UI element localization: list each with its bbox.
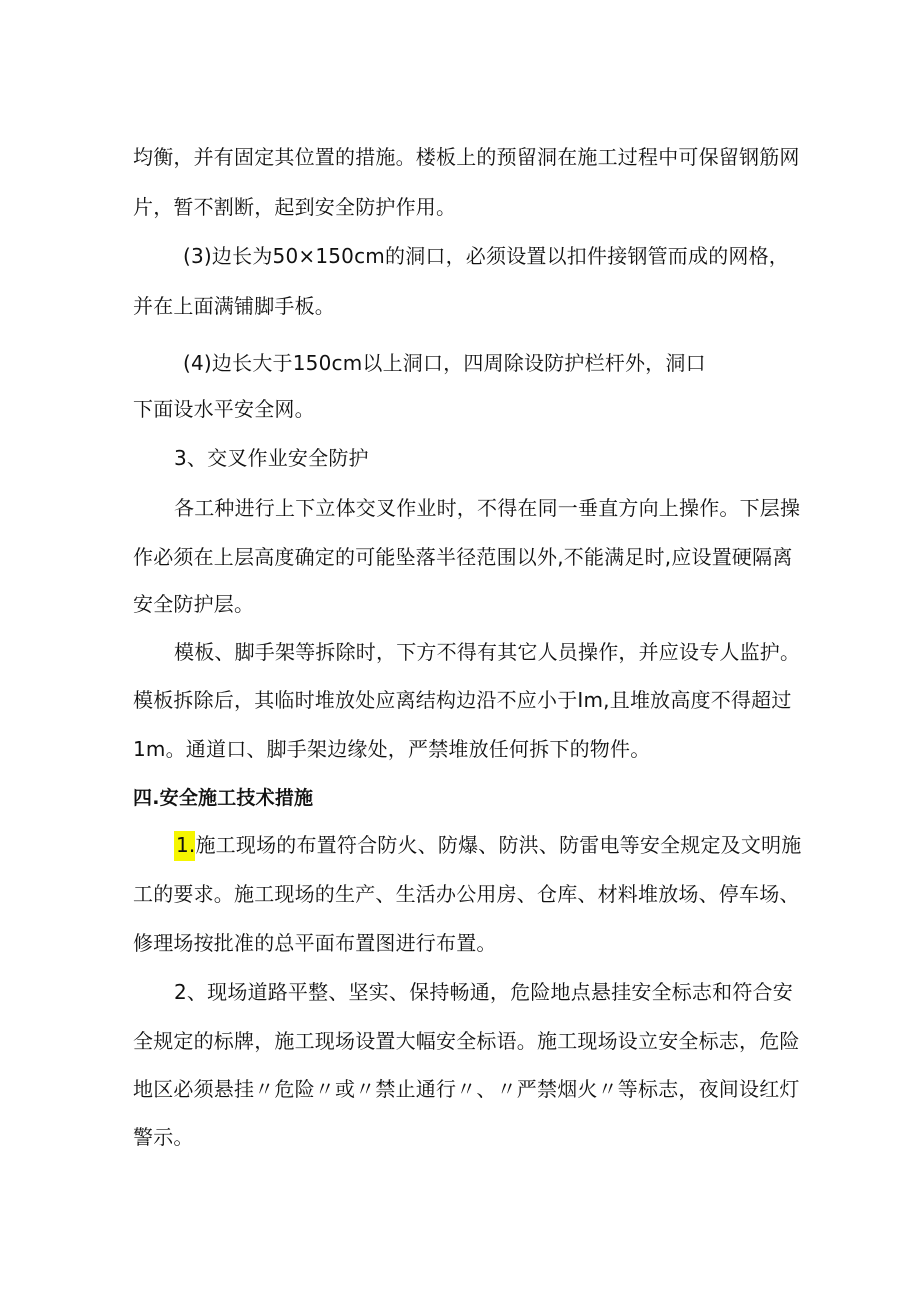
text-line: (3)边长为50×150cm的洞口，必须设置以扣件接钢管而成的网格， [183, 244, 789, 268]
text-line: 下面设水平安全网。 [133, 397, 315, 421]
text-line: 均衡，并有固定其位置的措施。楼板上的预留洞在施工过程中可保留钢筋网 [133, 145, 800, 169]
text-line [174, 831, 801, 859]
text-line: 模板拆除后，其临时堆放处应离结构边沿不应小于Im,且堆放高度不得超过 [133, 688, 792, 712]
text-line: 全规定的标牌，施工现场设置大幅安全标语。施工现场设立安全标志，危险 [133, 1029, 800, 1053]
section-heading: 四.安全施工技术措施 [133, 787, 314, 809]
highlighted-number: 1. [174, 831, 195, 861]
text-line: 模板、脚手架等拆除时，下方不得有其它人员操作，并应设专人监护。 [174, 640, 801, 664]
text-line: 警示。 [133, 1125, 194, 1149]
text-line: 片，暂不割断，起到安全防护作用。 [133, 195, 457, 219]
section-heading: 3、交叉作业安全防护 [174, 446, 369, 470]
text-line: 地区必须悬挂〃危险〃或〃禁止通行〃、〃严禁烟火〃等标志，夜间设红灯 [133, 1077, 800, 1101]
text-line: 作必须在上层高度确定的可能坠落半径范围以外,不能满足时,应设置硬隔离 [133, 545, 793, 569]
text-line: 2、现场道路平整、坚实、保持畅通，危险地点悬挂安全标志和符合安 [174, 980, 793, 1004]
text-line: 工的要求。施工现场的生产、生活办公用房、仓库、材料堆放场、停车场、 [133, 882, 800, 906]
text-line: 修理场按批准的总平面布置图进行布置。 [133, 931, 497, 955]
text-line: 并在上面满铺脚手板。 [133, 294, 335, 318]
text-span: 施工现场的布置符合防火、防爆、防洪、防雷电等安全规定及文明施 [195, 833, 802, 857]
text-line: 1m。通道口、脚手架边缘处，严禁堆放任何拆下的物件。 [133, 737, 651, 761]
text-line: 安全防护层。 [133, 592, 255, 616]
text-line: (4)边长大于150cm以上洞口，四周除设防护栏杆外，洞口 [183, 351, 706, 375]
text-line: 各工种进行上下立体交叉作业时，不得在同一垂直方向上操作。下层操 [174, 496, 801, 520]
